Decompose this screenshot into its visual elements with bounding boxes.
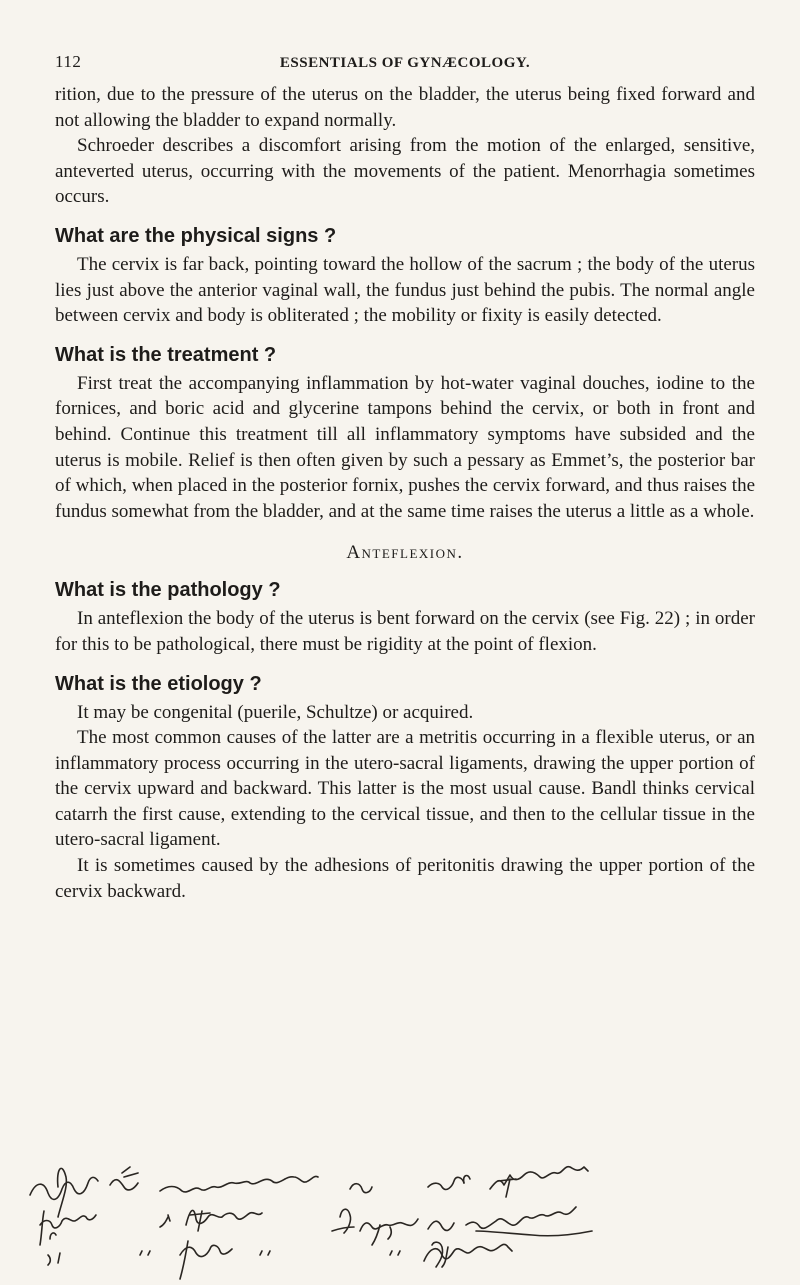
running-title: ESSENTIALS OF GYNÆCOLOGY. <box>279 55 531 71</box>
paragraph: First treat the accompanying inflammation by hot-water vaginal douches, iodine to the fornices, and boric acid and glycerine tampons behind the cervix, or both in front and behind. Continue this treatment till all inflammatory symptoms have subsided and the uterus is mobile. Relief is then often given by such a pessary as Emmet’s, the posterior bar of which, when placed in the posterior fornix, pushes the cervix forward, and thus raises the fundus somewhat from the bladder, and at the same time raises the uterus a little as a whole. <box>55 372 755 522</box>
paragraph: rition, due to the pressure of the uterus on the bladder, the uterus being fixed forward and not allowing the bladder to expand normally. <box>55 84 755 131</box>
page-body <box>55 82 755 904</box>
paragraph: The most common causes of the latter are a metritis occurring in a flexible uterus, or an inflammatory process occurring in the utero-sacral ligaments, drawing the upper portion of the cervix upward and backward. This latter is the most usual cause. Bandl thinks cervical catarrh the first cause, extending to the cervical tissue, and then to the cellular tissue in the utero-sacral ligament. <box>55 727 755 851</box>
page <box>55 52 755 904</box>
paragraph: In anteflexion the body of the uterus is bent forward on the cervix (see Fig. 22) ; in order for this to be pathological, there must be rigidity at the point of flexion. <box>55 608 755 655</box>
question-heading: What is the treatment ? <box>55 343 277 366</box>
question-heading: What is the etiology ? <box>55 672 262 695</box>
paragraph: It may be congenital (puerile, Schultze) or acquired. <box>77 701 474 723</box>
paragraph: The cervix is far back, pointing toward the hollow of the sacrum ; the body of the uterus lies just above the anterior vaginal wall, the fundus just behind the pubis. The normal angle between cervix and body is obliterated ; the mobility or fixity is easily detected. <box>55 253 755 327</box>
handwritten-annotation <box>20 1155 740 1280</box>
running-head <box>55 52 755 82</box>
paragraph: It is sometimes caused by the adhesions of peritonitis drawing the upper portion of the cervix backward. <box>55 855 755 902</box>
section-heading: Anteflexion. <box>346 542 464 564</box>
question-heading: What is the pathology ? <box>55 579 281 602</box>
page-number: 112 <box>55 52 82 71</box>
paragraph: Schroeder describes a discomfort arising from the motion of the enlarged, sensitive, anteverted uterus, occurring with the movements of the patient. Menorrhagia sometimes occurs. <box>55 135 755 208</box>
question-heading: What are the physical signs ? <box>55 224 337 247</box>
